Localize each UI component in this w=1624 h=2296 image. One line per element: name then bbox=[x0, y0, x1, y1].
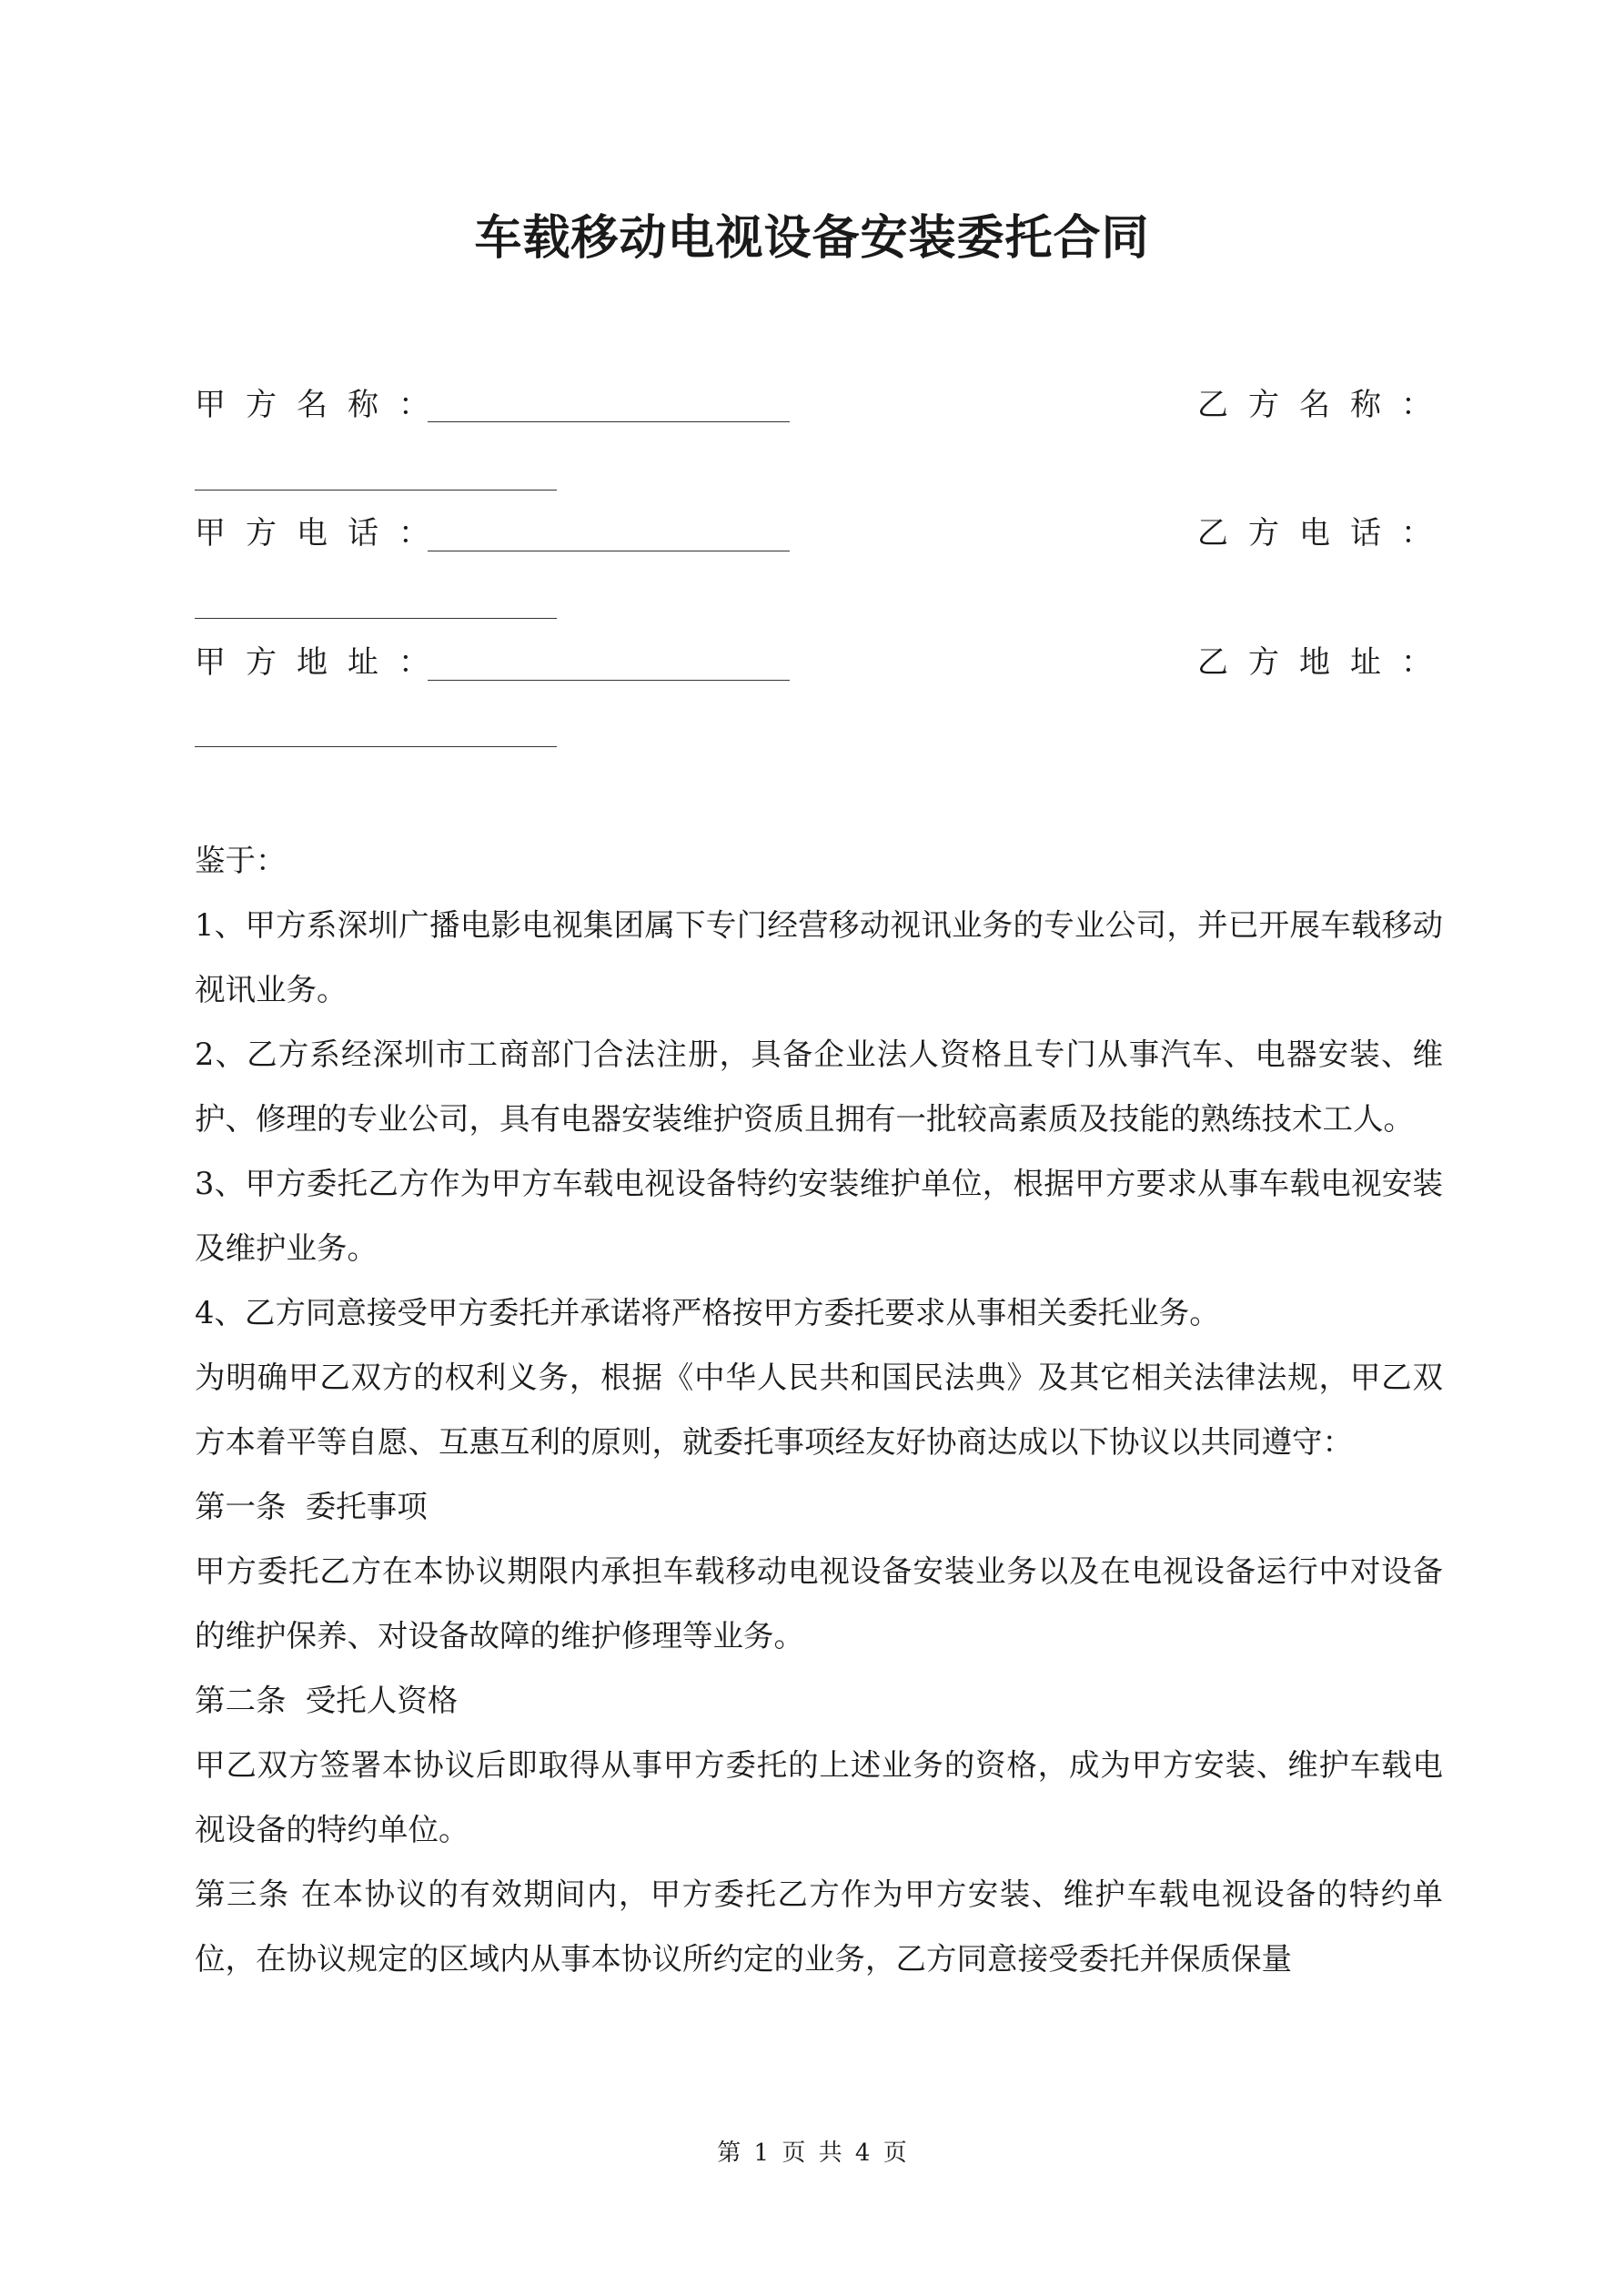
party-a-address-blank bbox=[428, 680, 790, 681]
article-1-text: 甲方委托乙方在本协议期限内承担车载移动电视设备安装业务以及在电视设备运行中对设备的维护保养、对设备故障的维护修理等业务。 bbox=[195, 1553, 1443, 1654]
party-name-row bbox=[195, 378, 1452, 432]
paragraph-recital-1: 1、甲方系深圳广播电影电视集团属下专门经营移动视讯业务的专业公司，并已开展车载移动视讯业务。 bbox=[195, 907, 1443, 1007]
party-b-address-blank bbox=[195, 746, 557, 747]
article-2-text: 甲乙双方签署本协议后即取得从事甲方委托的上述业务的资格，成为甲方安装、维护车载电视设备的特约单位。 bbox=[195, 1747, 1443, 1847]
article-3-text: 第三条 在本协议的有效期间内，甲方委托乙方作为甲方安装、维护车载电视设备的特约单位，在协议规定的区域内从事本协议所约定的业务，乙方同意接受委托并保质保量 bbox=[195, 1876, 1443, 1977]
contract-body bbox=[195, 828, 1443, 1991]
party-b-name-label: 乙方名称： bbox=[1197, 387, 1452, 423]
article-2-heading: 第二条 受托人资格 bbox=[195, 1683, 459, 1718]
paragraph-recital-3: 3、甲方委托乙方作为甲方车载电视设备特约安装维护单位，根据甲方要求从事车载电视安装及维护业务。 bbox=[195, 1166, 1443, 1266]
party-a-name-blank bbox=[428, 421, 790, 422]
party-b-phone-blank bbox=[195, 618, 557, 619]
party-b-name-blank bbox=[195, 490, 557, 491]
page-footer: 第 1 页 共 4 页 bbox=[717, 2139, 907, 2167]
party-a-phone-label: 甲方电话： bbox=[195, 515, 449, 551]
document-title: 车载移动电视设备安装委托合同 bbox=[474, 211, 1150, 266]
article-1-heading: 第一条 委托事项 bbox=[195, 1489, 428, 1524]
paragraph-preamble: 为明确甲乙双方的权利义务，根据《中华人民共和国民法典》及其它相关法律法规，甲乙双方本着平等自愿、互惠互利的原则，就委托事项经友好协商达成以下协议以共同遵守： bbox=[195, 1360, 1443, 1460]
party-a-address-label: 甲方地址： bbox=[195, 644, 449, 681]
paragraph-recital-4: 4、乙方同意接受甲方委托并承诺将严格按甲方委托要求从事相关委托业务。 bbox=[195, 1295, 1220, 1330]
party-phone-row bbox=[195, 506, 1452, 561]
paragraph-recitals-heading: 鉴于： bbox=[195, 843, 287, 878]
party-b-address-label: 乙方地址： bbox=[1197, 644, 1452, 681]
party-a-name-label: 甲方名称： bbox=[195, 387, 449, 423]
party-address-row bbox=[195, 635, 1452, 690]
party-b-phone-label: 乙方电话： bbox=[1197, 515, 1452, 551]
paragraph-recital-2: 2、乙方系经深圳市工商部门合法注册，具备企业法人资格且专门从事汽车、电器安装、维护、修理的专业公司，具有电器安装维护资质且拥有一批较高素质及技能的熟练技术工人。 bbox=[195, 1037, 1443, 1137]
